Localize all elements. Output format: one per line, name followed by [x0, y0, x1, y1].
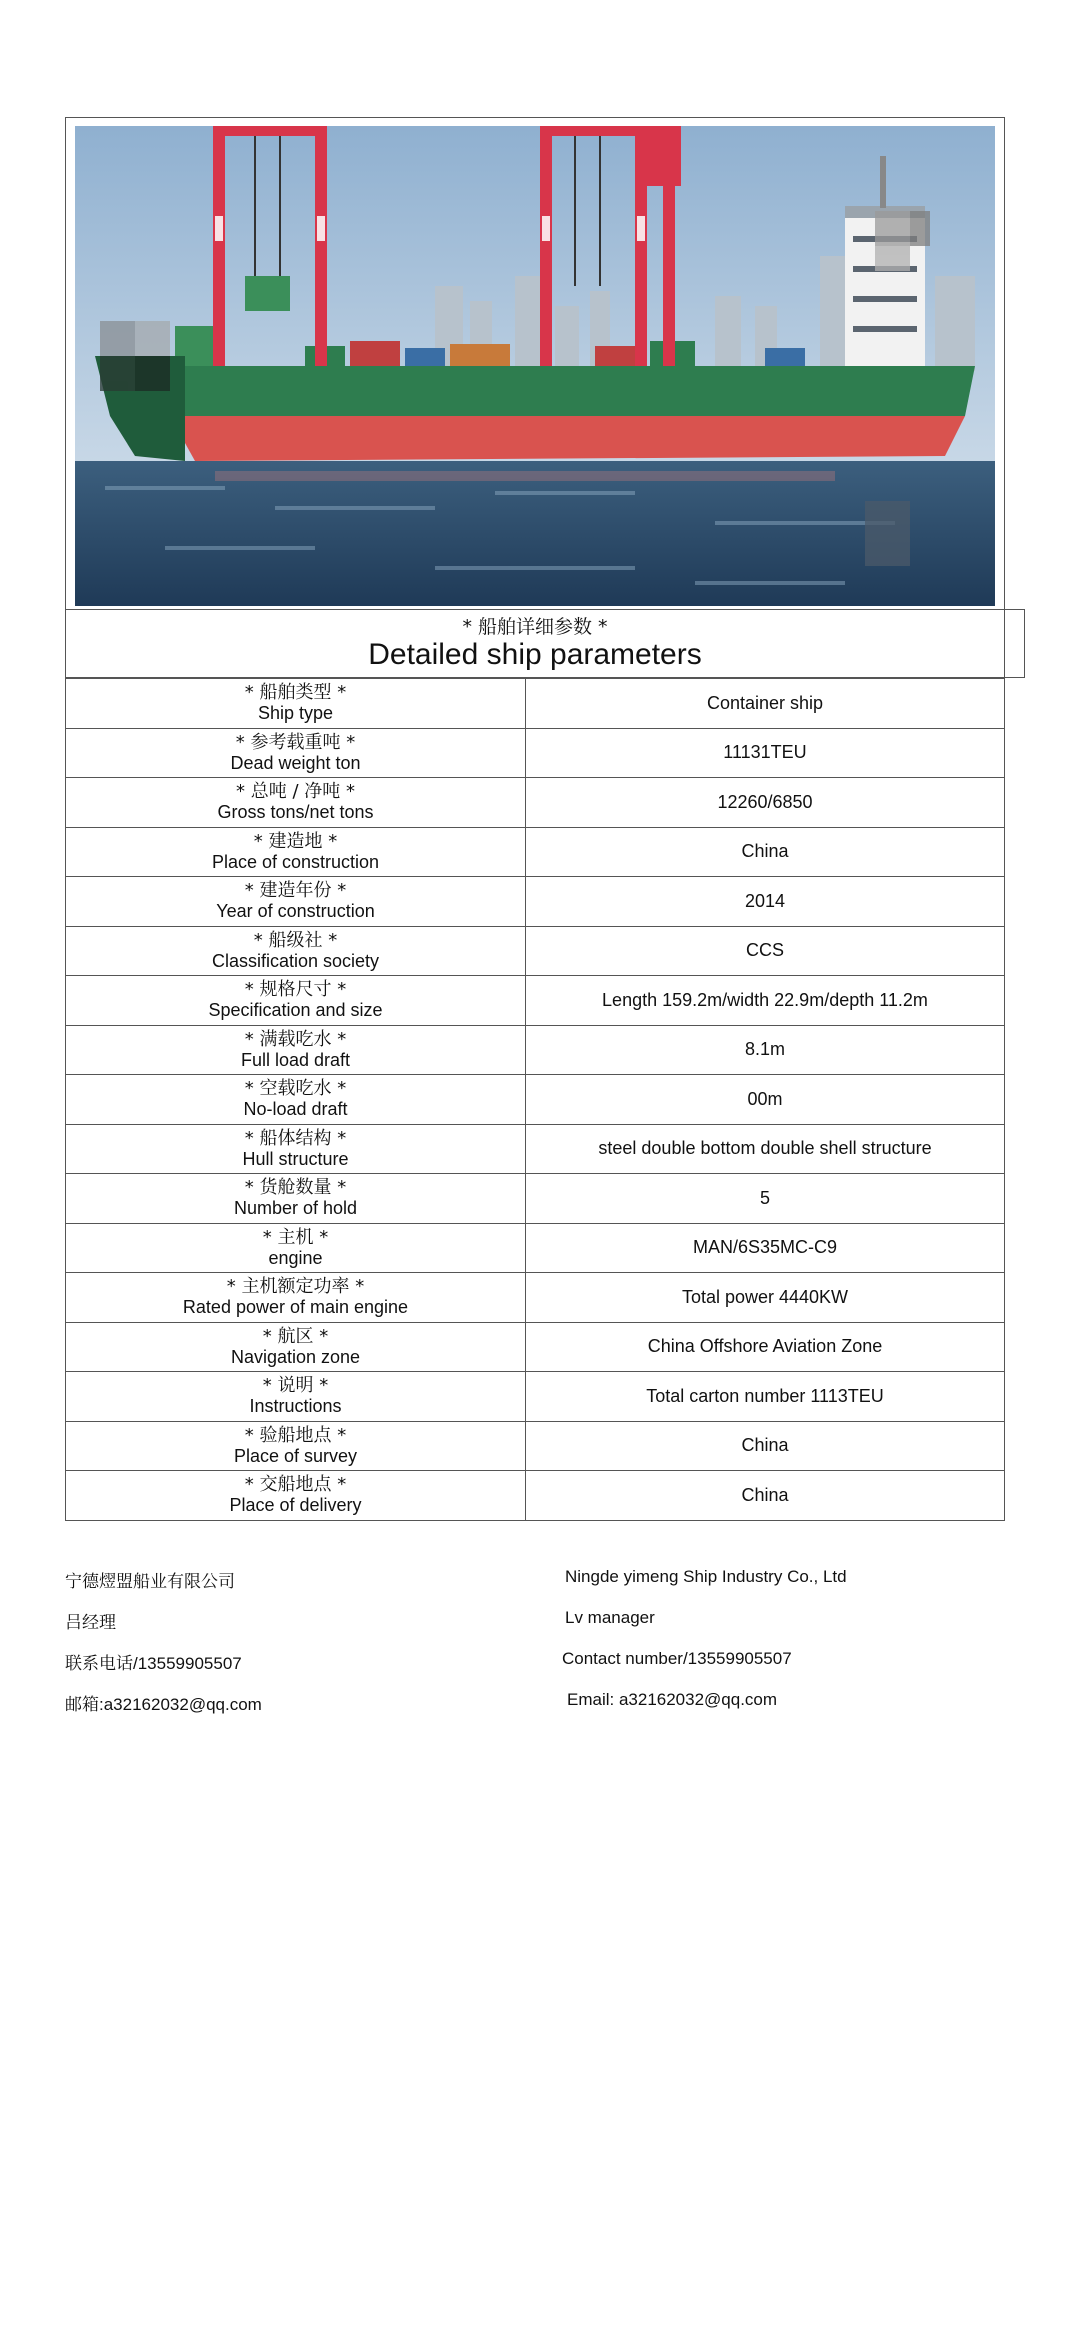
param-label-cn: * 船体结构 * [244, 1127, 347, 1149]
phone-cn: 联系电话/13559905507 [65, 1654, 242, 1673]
table-row [66, 976, 1005, 1026]
table-row [66, 827, 1005, 877]
param-label-en: Navigation zone [230, 1346, 361, 1367]
param-label-en: Classification society [211, 950, 380, 971]
param-label-cn: * 建造地 * [253, 830, 338, 852]
param-label-cn: * 船级社 * [253, 929, 338, 951]
param-label-cn: * 空载吃水 * [244, 1078, 347, 1100]
param-label-cn: * 规格尺寸 * [244, 979, 347, 1001]
email-en: Email: a32162032@qq.com [567, 1690, 778, 1709]
param-label-cell [66, 1025, 526, 1075]
param-value: MAN/6S35MC-C9 [526, 1223, 1005, 1273]
table-title [65, 609, 1005, 678]
param-label-en: Place of delivery [229, 1495, 362, 1516]
param-label-cn: * 货舱数量 * [244, 1177, 347, 1199]
param-label-cn: * 满载吃水 * [244, 1028, 347, 1050]
table-row [66, 1471, 1005, 1521]
title-border-extension [1004, 609, 1025, 678]
param-label-en: Ship type [257, 703, 334, 724]
param-label-en: engine [268, 1247, 323, 1268]
param-label-en: Gross tons/net tons [217, 802, 374, 823]
param-value: 11131TEU [526, 728, 1005, 778]
param-value: 5 [526, 1174, 1005, 1224]
param-label-en: Number of hold [233, 1198, 358, 1219]
manager-cn: 吕经理 [65, 1613, 116, 1632]
table-row [66, 1372, 1005, 1422]
contact-info [65, 1567, 1005, 1731]
param-label-cn: * 总吨 / 净吨 * [236, 781, 355, 803]
table-row [66, 1273, 1005, 1323]
company-name-cn: 宁德熤盟船业有限公司 [65, 1572, 235, 1591]
param-value: steel double bottom double shell structure [526, 1124, 1005, 1174]
param-label-cell [66, 1124, 526, 1174]
table-row [66, 1174, 1005, 1224]
ship-spec-sheet [65, 117, 1005, 1521]
param-label-cn: * 主机 * [262, 1226, 329, 1248]
param-value: China [526, 1471, 1005, 1521]
param-value: Container ship [526, 679, 1005, 729]
param-label-en: No-load draft [243, 1099, 348, 1120]
param-label-en: Specification and size [208, 1000, 383, 1021]
table-row [66, 926, 1005, 976]
param-label-cell [66, 778, 526, 828]
param-label-en: Rated power of main engine [182, 1297, 409, 1318]
param-label-cell [66, 1075, 526, 1125]
param-value: Total carton number 1113TEU [526, 1372, 1005, 1422]
param-value: China [526, 827, 1005, 877]
param-label-cn: * 验船地点 * [244, 1424, 347, 1446]
param-label-cell [66, 1421, 526, 1471]
table-row [66, 1025, 1005, 1075]
param-label-cn: * 参考载重吨 * [235, 731, 356, 753]
param-label-cn: * 主机额定功率 * [226, 1276, 365, 1298]
param-value: CCS [526, 926, 1005, 976]
param-value: China [526, 1421, 1005, 1471]
table-row [66, 778, 1005, 828]
param-label-cell [66, 976, 526, 1026]
param-value: Total power 4440KW [526, 1273, 1005, 1323]
param-label-en: Place of construction [211, 851, 380, 872]
param-label-cell [66, 679, 526, 729]
contact-row-phone [65, 1649, 1005, 1690]
param-label-en: Hull structure [242, 1148, 349, 1169]
param-label-en: Instructions [249, 1396, 342, 1417]
param-value: 12260/6850 [526, 778, 1005, 828]
table-row [66, 1075, 1005, 1125]
title-english: Detailed ship parameters [368, 638, 702, 671]
param-label-cell [66, 926, 526, 976]
param-value: 8.1m [526, 1025, 1005, 1075]
table-row [66, 877, 1005, 927]
param-label-cell [66, 728, 526, 778]
param-label-en: Full load draft [240, 1049, 351, 1070]
param-label-cn: * 船舶类型 * [244, 682, 347, 704]
param-value: Length 159.2m/width 22.9m/depth 11.2m [526, 976, 1005, 1026]
param-value: 2014 [526, 877, 1005, 927]
param-label-cell [66, 1322, 526, 1372]
photo-frame [65, 117, 1005, 609]
table-row [66, 1421, 1005, 1471]
param-label-en: Dead weight ton [230, 752, 361, 773]
table-row [66, 1124, 1005, 1174]
param-label-cell [66, 827, 526, 877]
company-name-en: Ningde yimeng Ship Industry Co., Ltd [565, 1567, 847, 1586]
param-label-cell [66, 1372, 526, 1422]
table-row [66, 1223, 1005, 1273]
param-label-cell [66, 877, 526, 927]
title-chinese: * 船舶详细参数 * [462, 616, 608, 638]
parameters-table [65, 678, 1005, 1521]
param-label-cell [66, 1471, 526, 1521]
param-label-cn: * 交船地点 * [244, 1474, 347, 1496]
param-label-cell [66, 1174, 526, 1224]
manager-en: Lv manager [565, 1608, 655, 1627]
table-row [66, 679, 1005, 729]
param-label-en: Year of construction [216, 901, 375, 922]
contact-row-company [65, 1567, 1005, 1608]
email-cn: 邮箱:a32162032@qq.com [65, 1695, 262, 1714]
param-label-cn: * 建造年份 * [244, 880, 347, 902]
phone-en: Contact number/13559905507 [562, 1649, 792, 1668]
param-value: China Offshore Aviation Zone [526, 1322, 1005, 1372]
ship-photo [75, 126, 995, 606]
param-value: 00m [526, 1075, 1005, 1125]
param-label-cell [66, 1273, 526, 1323]
param-label-cn: * 说明 * [262, 1375, 329, 1397]
table-row [66, 1322, 1005, 1372]
param-label-en: Place of survey [233, 1445, 358, 1466]
table-row [66, 728, 1005, 778]
contact-row-manager [65, 1608, 1005, 1649]
param-label-cell [66, 1223, 526, 1273]
contact-row-email [65, 1690, 1005, 1731]
param-label-cn: * 航区 * [262, 1325, 329, 1347]
